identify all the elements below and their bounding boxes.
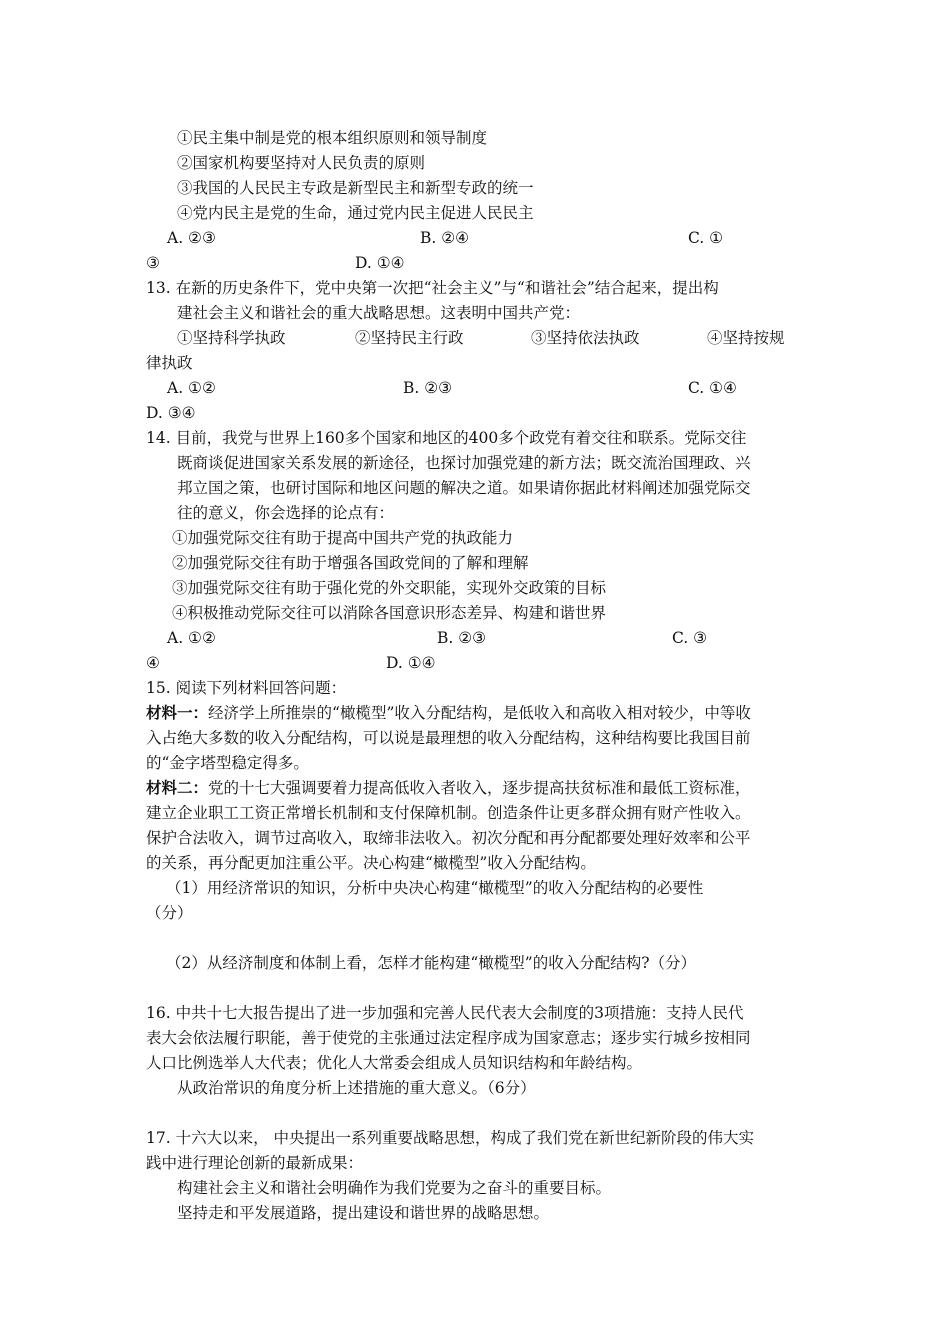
- q13-item-2: ②坚持民主行政: [355, 329, 464, 347]
- q15-stem: 15. 阅读下列材料回答问题：: [146, 679, 347, 697]
- q15-subquestion-2: （2）从经济制度和体制上看，怎样才能构建“橄榄型”的收入分配结构?（分）: [166, 954, 697, 972]
- q15-material-2-line-4: 的关系，再分配更加注重公平。决心构建“橄榄型”收入分配结构。: [146, 854, 596, 872]
- q15-material-2-text: 党的十七大强调要着力提高低收入者收入，逐步提高扶贫标准和最低工资标准，: [208, 779, 751, 797]
- q12-item-3: ③我国的人民民主专政是新型民主和新型专政的统一: [177, 179, 534, 197]
- q15-material-1-line-1: [146, 703, 751, 723]
- q14-stem-3: 邦立国之策，也研讨国际和地区问题的解决之道。如果请你据此材料阐述加强党际交: [177, 479, 751, 497]
- q15-material-2-line-1: [146, 778, 751, 798]
- q12-option-a: A. ②③: [167, 229, 216, 247]
- q12-option-d: D. ①④: [355, 254, 405, 272]
- q15-material-1-line-3: 的“金字塔型稳定得多。: [146, 754, 309, 772]
- q13-option-c: C. ①④: [688, 379, 737, 397]
- q12-item-2: ②国家机构要坚持对人民负责的原则: [177, 154, 426, 172]
- q13-stem-1: 13. 在新的历史条件下，党中央第一次把“社会主义”与“和谐社会”结合起来，提出构: [146, 279, 719, 297]
- q14-option-d: D. ①④: [386, 654, 436, 672]
- q14-item-2: ②加强党际交往有助于增强各国政党间的了解和理解: [172, 554, 529, 572]
- q13-stem-2: 建社会主义和谐社会的重大战略思想。这表明中国共产党：: [177, 304, 581, 322]
- q15-material-2-line-2: 建立企业职工工资正常增长机制和支付保障机制。创造条件让更多群众拥有财产性收入。: [146, 804, 751, 822]
- q13-option-a: A. ①②: [167, 379, 216, 397]
- q15-subquestion-1-score: （分）: [146, 904, 193, 922]
- q12-option-b: B. ②④: [420, 229, 470, 247]
- q16-stem-3: 人口比例选举人大代表；优化人大常委会组成人员知识结构和年龄结构。: [146, 1054, 643, 1072]
- q15-material-1-line-2: 入占绝大多数的收入分配结构，可以说是最理想的收入分配结构，这种结构要比我国目前: [146, 729, 751, 747]
- q14-option-a: A. ①②: [167, 629, 216, 647]
- q16-question: 从政治常识的角度分析上述措施的重大意义。（6分）: [177, 1079, 536, 1097]
- q13-item-3: ③坚持依法执政: [531, 329, 640, 347]
- q14-item-4: ④积极推动党际交往可以消除各国意识形态差异、构建和谐世界: [172, 604, 607, 622]
- q14-option-b: B. ②③: [437, 629, 487, 647]
- q16-stem-2: 表大会依法履行职能，善于使党的主张通过法定程序成为国家意志；逐步实行城乡按相同: [146, 1029, 751, 1047]
- q12-item-4: ④党内民主是党的生命，通过党内民主促进人民民主: [177, 204, 534, 222]
- q13-item-1: ①坚持科学执政: [177, 329, 286, 347]
- q14-option-c-cont: ④: [146, 654, 160, 672]
- q13-option-b: B. ②③: [403, 379, 453, 397]
- q12-option-c: C. ①: [688, 229, 724, 247]
- q13-option-d: D. ③④: [146, 404, 196, 422]
- q12-option-c-cont: ③: [146, 254, 160, 272]
- q15-material-2-line-3: 保护合法收入，调节过高收入，取缔非法收入。初次分配和再分配都要处理好效率和公平: [146, 829, 751, 847]
- q14-option-c: C. ③: [672, 629, 708, 647]
- q12-item-1: ①民主集中制是党的根本组织原则和领导制度: [177, 129, 488, 147]
- q15-material-2-label: 材料二：: [146, 778, 209, 797]
- q17-point-1: 构建社会主义和谐社会明确作为我们党要为之奋斗的重要目标。: [177, 1179, 612, 1197]
- q14-item-1: ①加强党际交往有助于提高中国共产党的执政能力: [172, 529, 514, 547]
- q13-item-cont: 律执政: [146, 354, 193, 372]
- q14-stem-1: 14. 目前，我党与世界上160多个国家和地区的400多个政党有着交往和联系。党际交往: [146, 429, 747, 447]
- q13-item-4: ④坚持按规: [707, 329, 785, 347]
- q15-material-1-text: 经济学上所推崇的“橄榄型”收入分配结构，是低收入和高收入相对较少，中等收: [208, 704, 751, 722]
- q16-stem-1: 16. 中共十七大报告提出了进一步加强和完善人民代表大会制度的3项措施：支持人民代: [146, 1004, 744, 1022]
- q14-stem-2: 既商谈促进国家关系发展的新途径，也探讨加强党建的新方法；既交流治国理政、兴: [177, 454, 751, 472]
- q14-item-3: ③加强党际交往有助于强化党的外交职能，实现外交政策的目标: [172, 579, 607, 597]
- q17-stem-2: 践中进行理论创新的最新成果：: [146, 1154, 364, 1172]
- q15-subquestion-1: （1）用经济常识的知识，分析中央决心构建“橄榄型”的收入分配结构的必要性: [166, 879, 704, 897]
- q17-point-2: 坚持走和平发展道路，提出建设和谐世界的战略思想。: [177, 1204, 550, 1222]
- q15-material-1-label: 材料一：: [146, 703, 209, 722]
- q14-stem-4: 往的意义，你会选择的论点有：: [177, 504, 395, 522]
- q17-stem-1: 17. 十六大以来， 中央提出一系列重要战略思想，构成了我们党在新世纪新阶段的伟大实: [146, 1129, 755, 1147]
